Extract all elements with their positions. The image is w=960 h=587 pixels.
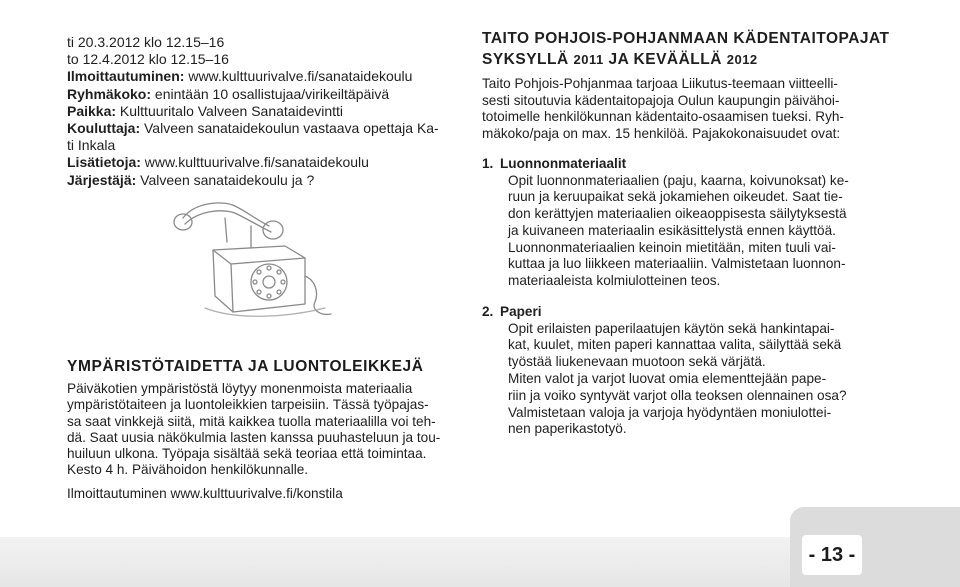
item-line: kat, kuulet, miten paperi kannattaa valita, säilyttää sekä	[508, 337, 842, 353]
item-body	[482, 173, 882, 291]
info-label: Ilmoittautuminen:	[67, 68, 185, 85]
info-text: Valveen sanataidekoulun vastaava opettaja Ka-	[140, 120, 439, 137]
item-body	[482, 321, 882, 439]
info-text: Kulttuuritalo Valveen Sanataidevintti	[116, 102, 344, 119]
item-line: Miten valot ja varjot luovat omia elementtejään pape-	[508, 370, 827, 386]
section-line: Päiväkotien ympäristöstä löytyy monenmoista materiaalia	[67, 381, 413, 396]
section-line: dä. Saat uusia näkökulmia lasten kanssa puuhasteluun ja tou-	[67, 429, 441, 445]
info-line-more-info	[67, 154, 467, 171]
intro-line: sesti sitoutuvia kädentaitopajoja Oulun kaupungin päivähoi-	[482, 92, 840, 108]
right-heading-line-2	[482, 49, 882, 70]
heading-text: SYKSYLLÄ	[482, 51, 574, 68]
info-text: Valveen sanataidekoulu ja ?	[136, 171, 315, 188]
item-line: don kerättyjen materiaalien oikeaoppisesta säilytyksestä	[508, 206, 847, 222]
page-number: - 13 -	[802, 535, 862, 575]
section-body	[67, 381, 467, 479]
info-line-enrollment	[67, 68, 467, 85]
info-label: Kouluttaja:	[67, 120, 141, 137]
right-column	[482, 28, 890, 438]
item-line: Valmistetaan valoja ja varjoja hyödyntäen moniulottei-	[508, 404, 832, 420]
info-line-trainer-cont	[67, 137, 467, 154]
section-heading: YMPÄRISTÖTAIDETTA JA LUONTOLEIKKEJÄ	[67, 358, 424, 375]
item-line: riin ja voiko syntyvät varjot olla teoksen olennainen osa?	[508, 387, 847, 403]
info-label: Ryhmäkoko:	[67, 85, 152, 102]
item-number: 2.	[482, 304, 494, 320]
left-column	[67, 34, 467, 189]
enrollment-line: Ilmoittautuminen www.kulttuurivalve.fi/konstila	[67, 486, 343, 501]
telephone-sketch	[165, 196, 345, 326]
item-heading	[482, 304, 882, 321]
date-line-1: ti 20.3.2012 klo 12.15–16	[67, 34, 225, 50]
section-line: sa saat vinkkejä siitä, mitä kaikkea tuolla materiaalilla voi teh-	[67, 413, 436, 429]
info-label: Paikka:	[67, 102, 117, 119]
item-line: työstää liukenevaan muotoon sekä värjätä.	[508, 354, 766, 370]
info-line-trainer	[67, 120, 467, 137]
item-title: Paperi	[500, 304, 542, 320]
section-line: ympäristötaiteen ja luontoleikkien tarpeisiin. Tässä työpajas-	[67, 397, 429, 413]
info-text: ti Inkala	[67, 137, 116, 154]
intro-line: mäkoko/paja on max. 15 henkilöä. Pajakokonaisuudet ovat:	[482, 125, 841, 141]
date-line-2: to 12.4.2012 klo 12.15–16	[67, 51, 229, 68]
info-block	[67, 68, 467, 188]
item-line: Luonnonmateriaalien keinoin mietitään, miten tuuli vai-	[508, 239, 836, 255]
item-line: materiaaleista kolmiulotteinen teos.	[508, 273, 721, 289]
info-text: enintään 10 osallistujaa/virikeiltäpäivä	[151, 85, 390, 102]
info-label: Lisätietoja:	[67, 154, 141, 171]
item-line: Opit erilaisten paperilaatujen käytön sekä hankintapai-	[508, 320, 835, 336]
info-text: www.kulttuurivalve.fi/sanataidekoulu	[184, 68, 413, 85]
heading-year: 2011	[573, 52, 604, 67]
right-heading-line-1: TAITO POHJOIS-POHJANMAAN KÄDENTAITOPAJAT	[482, 30, 890, 47]
heading-text: JA KEVÄÄLLÄ	[603, 51, 727, 68]
item-number: 1.	[482, 156, 494, 171]
intro-line: Taito Pohjois-Pohjanmaa tarjoaa Liikutus-teemaan viitteelli-	[482, 76, 838, 91]
info-line-place	[67, 103, 467, 120]
section-line: huiluun ulkona. Työpaja sisältää sekä teoriaa että toimintaa.	[67, 446, 427, 462]
item-line: Opit luonnonmateriaalien (paju, kaarna, koivunoksat) ke-	[508, 172, 849, 188]
section-line: Kesto 4 h. Päivähoidon henkilökunnalle.	[67, 462, 309, 478]
right-intro	[482, 76, 882, 142]
list-item	[482, 304, 882, 438]
item-line: ruun ja keruupaikat sekä jokamiehen oikeudet. Saat tie-	[508, 189, 843, 205]
item-line: nen paperikastotyö.	[508, 421, 627, 437]
list-item	[482, 156, 882, 290]
heading-year: 2012	[726, 52, 758, 67]
info-line-group-size	[67, 86, 467, 103]
item-title: Luonnonmateriaalit	[500, 156, 627, 171]
item-heading	[482, 156, 882, 173]
item-line: ja kuivaneen materiaalin esikäsittelystä ennen käyttöä.	[508, 222, 836, 238]
intro-line: totoimelle henkilökunnan kädentaito-osaamisen tueksi. Ryh-	[482, 109, 844, 124]
vintage-telephone-icon	[165, 196, 345, 326]
item-line: kuttaa ja luo liikkeen materiaaliin. Valmistetaan luonnon-	[508, 256, 846, 272]
info-line-organizer	[67, 172, 467, 189]
info-label: Järjestäjä:	[67, 171, 137, 188]
info-text: www.kulttuurivalve.fi/sanataidekoulu	[140, 154, 369, 171]
